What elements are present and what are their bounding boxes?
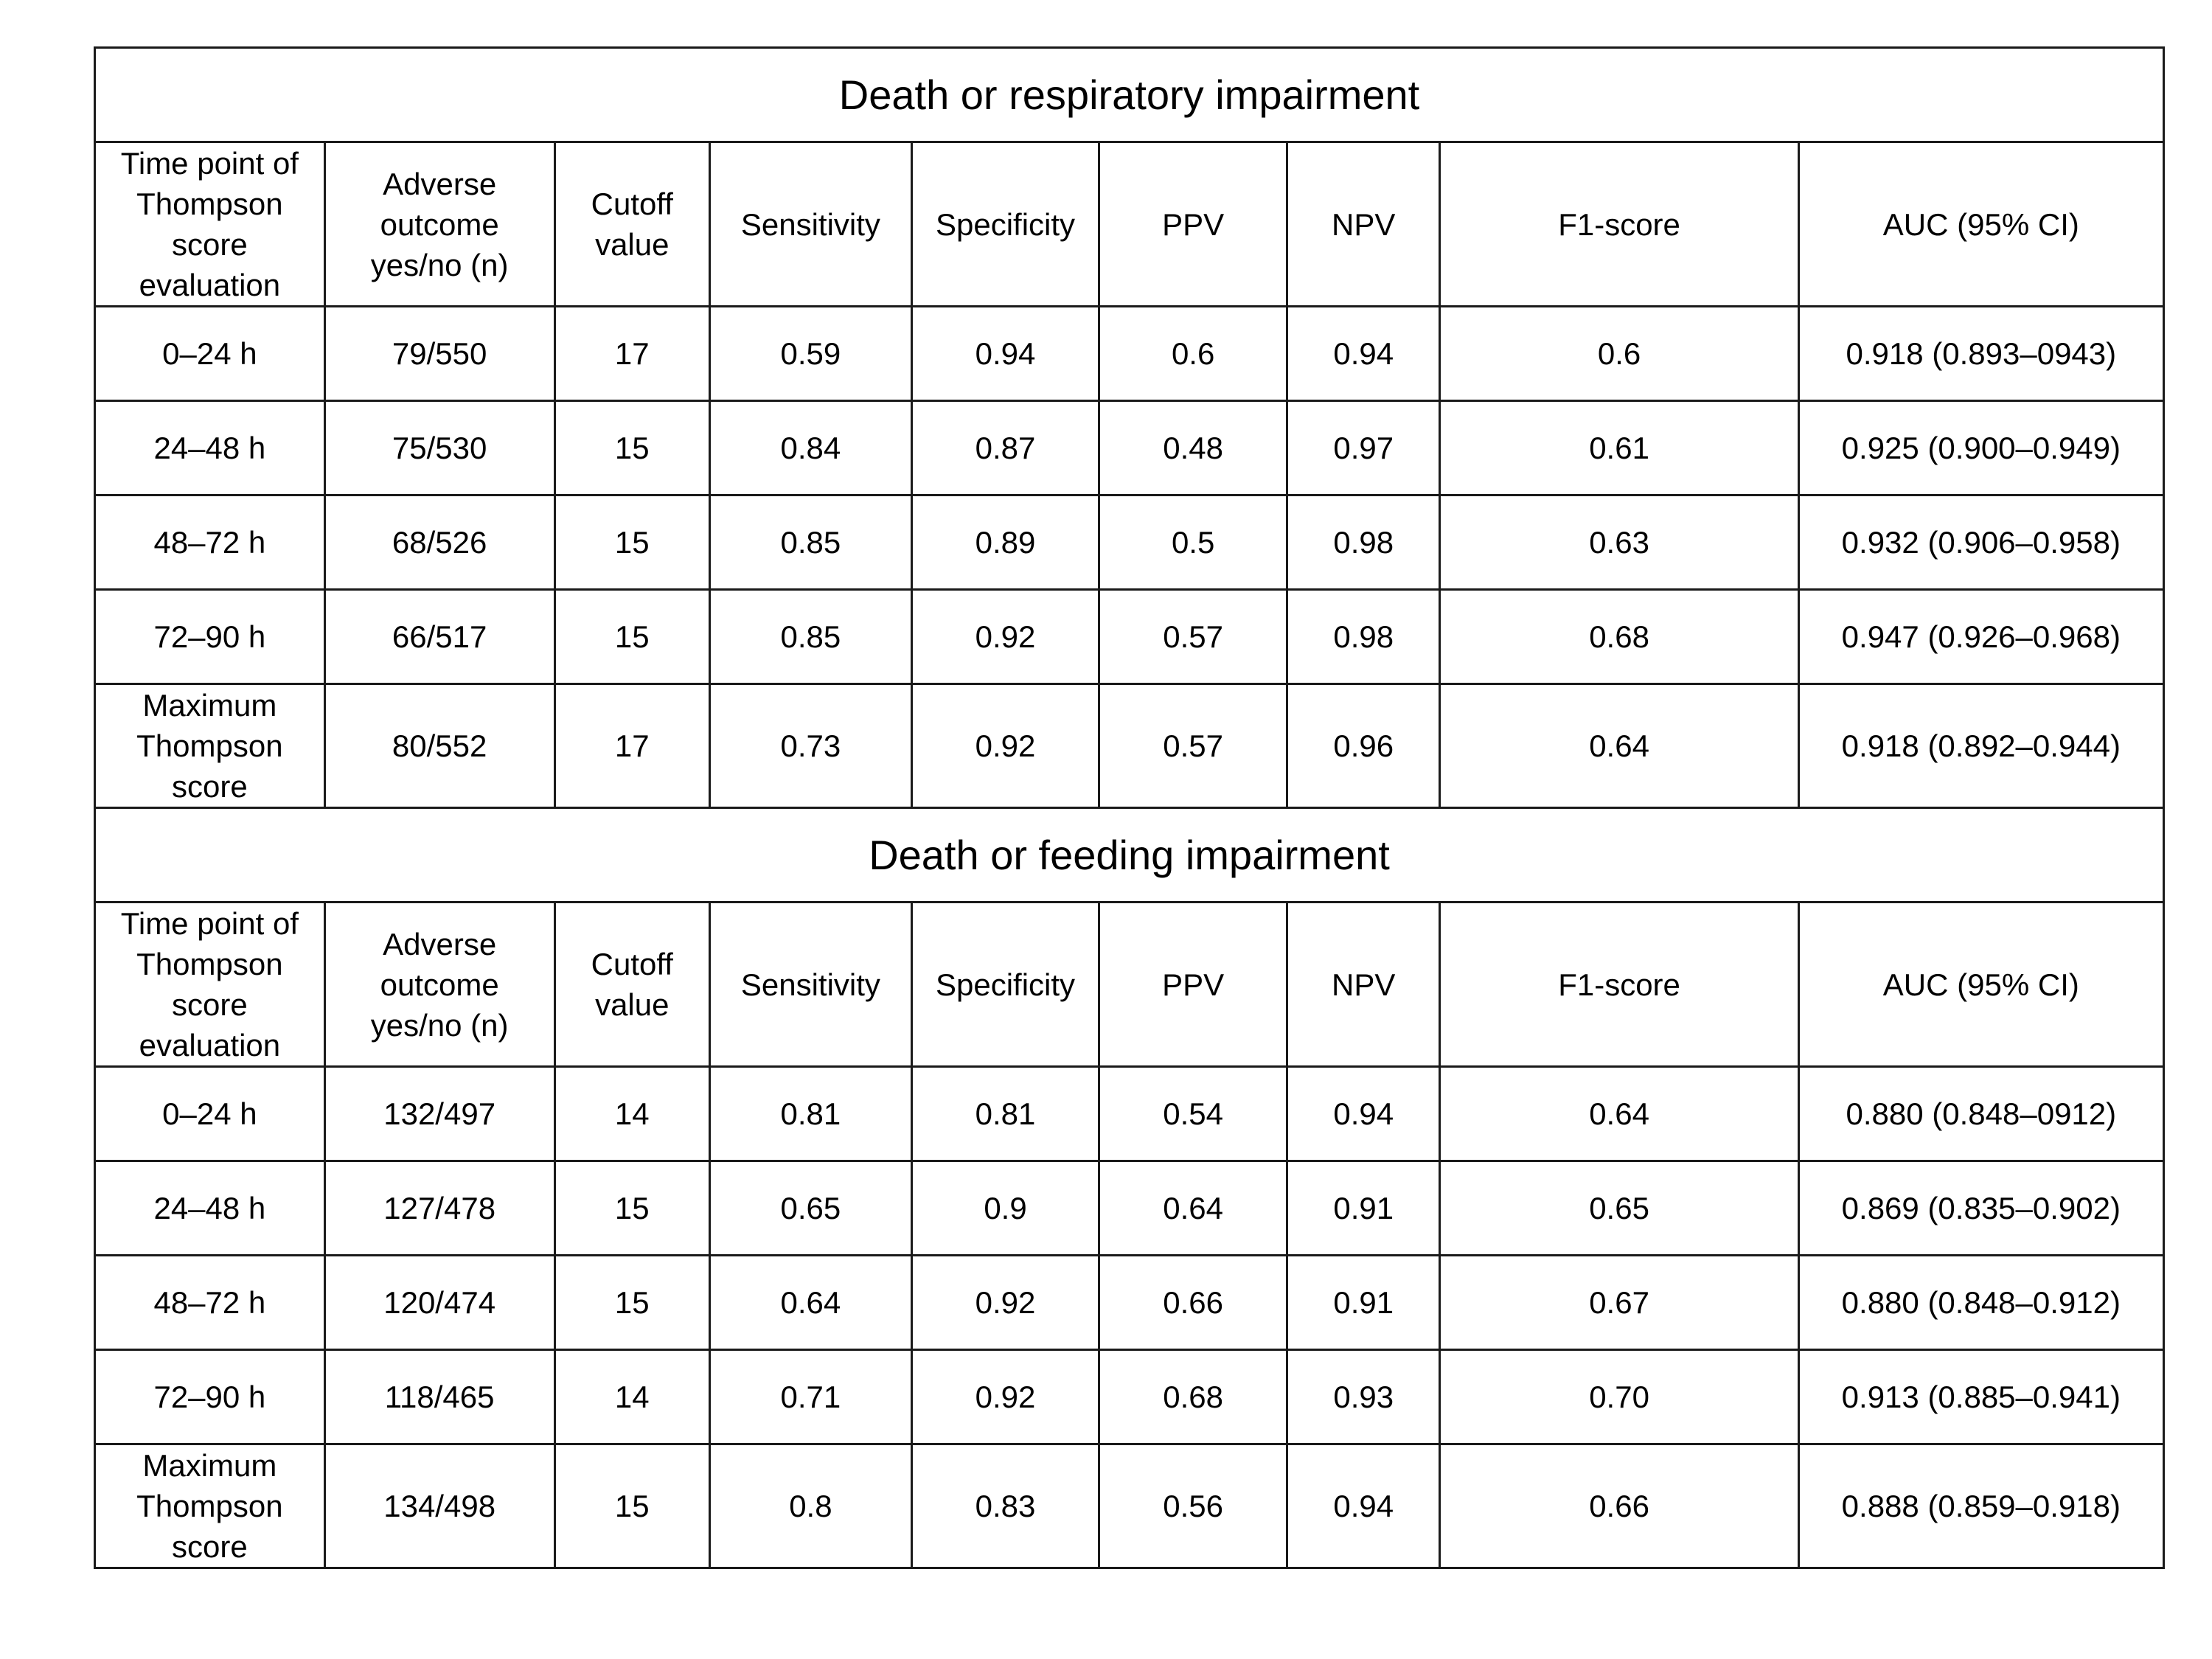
table-row: [95, 307, 2164, 401]
cell-time-point: 72–90 h: [95, 590, 325, 684]
cell-f1-score: 0.64: [1440, 684, 1798, 808]
table-row: [95, 1256, 2164, 1350]
cell-auc: 0.947 (0.926–0.968): [1798, 590, 2163, 684]
cell-ppv: 0.48: [1099, 401, 1287, 495]
cell-adverse-outcome: 75/530: [324, 401, 554, 495]
cell-ppv: 0.66: [1099, 1256, 1287, 1350]
table-row: [95, 1161, 2164, 1256]
cell-specificity: 0.87: [911, 401, 1099, 495]
column-header-row: [95, 902, 2164, 1067]
cell-adverse-outcome: 127/478: [324, 1161, 554, 1256]
column-header-npv: NPV: [1287, 142, 1440, 307]
cell-auc: 0.888 (0.859–0.918): [1798, 1444, 2163, 1568]
column-header-cutoff-value: Cutoff value: [554, 142, 710, 307]
cell-cutoff-value: 15: [554, 590, 710, 684]
column-header-adverse-outcome: Adverse outcome yes/no (n): [324, 142, 554, 307]
cell-adverse-outcome: 66/517: [324, 590, 554, 684]
cell-f1-score: 0.64: [1440, 1067, 1798, 1161]
cell-cutoff-value: 15: [554, 1161, 710, 1256]
cell-time-point: 72–90 h: [95, 1350, 325, 1444]
results-table-container: [94, 46, 2165, 1569]
cell-f1-score: 0.66: [1440, 1444, 1798, 1568]
cell-cutoff-value: 15: [554, 495, 710, 590]
column-header-auc: AUC (95% CI): [1798, 902, 2163, 1067]
cell-adverse-outcome: 134/498: [324, 1444, 554, 1568]
cell-ppv: 0.54: [1099, 1067, 1287, 1161]
cell-sensitivity: 0.8: [710, 1444, 912, 1568]
cell-time-point: 24–48 h: [95, 401, 325, 495]
cell-cutoff-value: 15: [554, 401, 710, 495]
column-header-npv: NPV: [1287, 902, 1440, 1067]
column-header-f1-score: F1-score: [1440, 142, 1798, 307]
cell-adverse-outcome: 132/497: [324, 1067, 554, 1161]
table-row: [95, 590, 2164, 684]
column-header-adverse-outcome: Adverse outcome yes/no (n): [324, 902, 554, 1067]
cell-adverse-outcome: 120/474: [324, 1256, 554, 1350]
cell-adverse-outcome: 80/552: [324, 684, 554, 808]
section-title: Death or feeding impairment: [95, 808, 2164, 902]
section-title: Death or respiratory impairment: [95, 48, 2164, 142]
cell-sensitivity: 0.59: [710, 307, 912, 401]
cell-sensitivity: 0.84: [710, 401, 912, 495]
section-title-row: [95, 48, 2164, 142]
cell-specificity: 0.94: [911, 307, 1099, 401]
cell-auc: 0.880 (0.848–0.912): [1798, 1256, 2163, 1350]
cell-npv: 0.94: [1287, 1067, 1440, 1161]
cell-cutoff-value: 17: [554, 307, 710, 401]
results-table: [94, 46, 2165, 1569]
cell-sensitivity: 0.64: [710, 1256, 912, 1350]
column-header-cutoff-value: Cutoff value: [554, 902, 710, 1067]
cell-ppv: 0.68: [1099, 1350, 1287, 1444]
table-row: [95, 401, 2164, 495]
cell-time-point: Maximum Thompson score: [95, 684, 325, 808]
cell-auc: 0.913 (0.885–0.941): [1798, 1350, 2163, 1444]
cell-npv: 0.91: [1287, 1161, 1440, 1256]
cell-npv: 0.94: [1287, 1444, 1440, 1568]
cell-specificity: 0.81: [911, 1067, 1099, 1161]
cell-specificity: 0.92: [911, 1350, 1099, 1444]
cell-f1-score: 0.6: [1440, 307, 1798, 401]
cell-f1-score: 0.68: [1440, 590, 1798, 684]
cell-cutoff-value: 17: [554, 684, 710, 808]
column-header-sensitivity: Sensitivity: [710, 902, 912, 1067]
table-row: [95, 495, 2164, 590]
cell-time-point: 0–24 h: [95, 307, 325, 401]
cell-specificity: 0.92: [911, 590, 1099, 684]
cell-sensitivity: 0.65: [710, 1161, 912, 1256]
cell-auc: 0.869 (0.835–0.902): [1798, 1161, 2163, 1256]
cell-sensitivity: 0.81: [710, 1067, 912, 1161]
cell-sensitivity: 0.71: [710, 1350, 912, 1444]
cell-auc: 0.918 (0.892–0.944): [1798, 684, 2163, 808]
column-header-time-point: Time point of Thompson score evaluation: [95, 902, 325, 1067]
cell-sensitivity: 0.85: [710, 495, 912, 590]
cell-sensitivity: 0.73: [710, 684, 912, 808]
cell-auc: 0.918 (0.893–0943): [1798, 307, 2163, 401]
cell-cutoff-value: 15: [554, 1444, 710, 1568]
cell-time-point: 24–48 h: [95, 1161, 325, 1256]
column-header-auc: AUC (95% CI): [1798, 142, 2163, 307]
cell-adverse-outcome: 118/465: [324, 1350, 554, 1444]
cell-specificity: 0.83: [911, 1444, 1099, 1568]
section-title-row: [95, 808, 2164, 902]
cell-npv: 0.94: [1287, 307, 1440, 401]
cell-ppv: 0.56: [1099, 1444, 1287, 1568]
cell-ppv: 0.57: [1099, 684, 1287, 808]
column-header-row: [95, 142, 2164, 307]
cell-npv: 0.97: [1287, 401, 1440, 495]
column-header-f1-score: F1-score: [1440, 902, 1798, 1067]
cell-cutoff-value: 14: [554, 1067, 710, 1161]
cell-time-point: 48–72 h: [95, 495, 325, 590]
cell-auc: 0.932 (0.906–0.958): [1798, 495, 2163, 590]
table-body: [95, 48, 2164, 1568]
cell-specificity: 0.89: [911, 495, 1099, 590]
table-row: [95, 1067, 2164, 1161]
cell-ppv: 0.64: [1099, 1161, 1287, 1256]
column-header-time-point: Time point of Thompson score evaluation: [95, 142, 325, 307]
cell-cutoff-value: 15: [554, 1256, 710, 1350]
cell-ppv: 0.5: [1099, 495, 1287, 590]
table-row: [95, 1444, 2164, 1568]
table-row: [95, 1350, 2164, 1444]
cell-time-point: 0–24 h: [95, 1067, 325, 1161]
column-header-sensitivity: Sensitivity: [710, 142, 912, 307]
cell-cutoff-value: 14: [554, 1350, 710, 1444]
column-header-ppv: PPV: [1099, 142, 1287, 307]
cell-specificity: 0.9: [911, 1161, 1099, 1256]
cell-specificity: 0.92: [911, 1256, 1099, 1350]
column-header-specificity: Specificity: [911, 902, 1099, 1067]
cell-f1-score: 0.67: [1440, 1256, 1798, 1350]
cell-f1-score: 0.70: [1440, 1350, 1798, 1444]
table-row: [95, 684, 2164, 808]
column-header-specificity: Specificity: [911, 142, 1099, 307]
cell-f1-score: 0.63: [1440, 495, 1798, 590]
cell-auc: 0.880 (0.848–0912): [1798, 1067, 2163, 1161]
cell-sensitivity: 0.85: [710, 590, 912, 684]
cell-f1-score: 0.65: [1440, 1161, 1798, 1256]
cell-npv: 0.98: [1287, 495, 1440, 590]
cell-npv: 0.93: [1287, 1350, 1440, 1444]
cell-ppv: 0.6: [1099, 307, 1287, 401]
cell-ppv: 0.57: [1099, 590, 1287, 684]
cell-f1-score: 0.61: [1440, 401, 1798, 495]
cell-specificity: 0.92: [911, 684, 1099, 808]
column-header-ppv: PPV: [1099, 902, 1287, 1067]
cell-adverse-outcome: 68/526: [324, 495, 554, 590]
cell-time-point: Maximum Thompson score: [95, 1444, 325, 1568]
cell-npv: 0.91: [1287, 1256, 1440, 1350]
cell-time-point: 48–72 h: [95, 1256, 325, 1350]
cell-npv: 0.98: [1287, 590, 1440, 684]
cell-npv: 0.96: [1287, 684, 1440, 808]
cell-auc: 0.925 (0.900–0.949): [1798, 401, 2163, 495]
cell-adverse-outcome: 79/550: [324, 307, 554, 401]
